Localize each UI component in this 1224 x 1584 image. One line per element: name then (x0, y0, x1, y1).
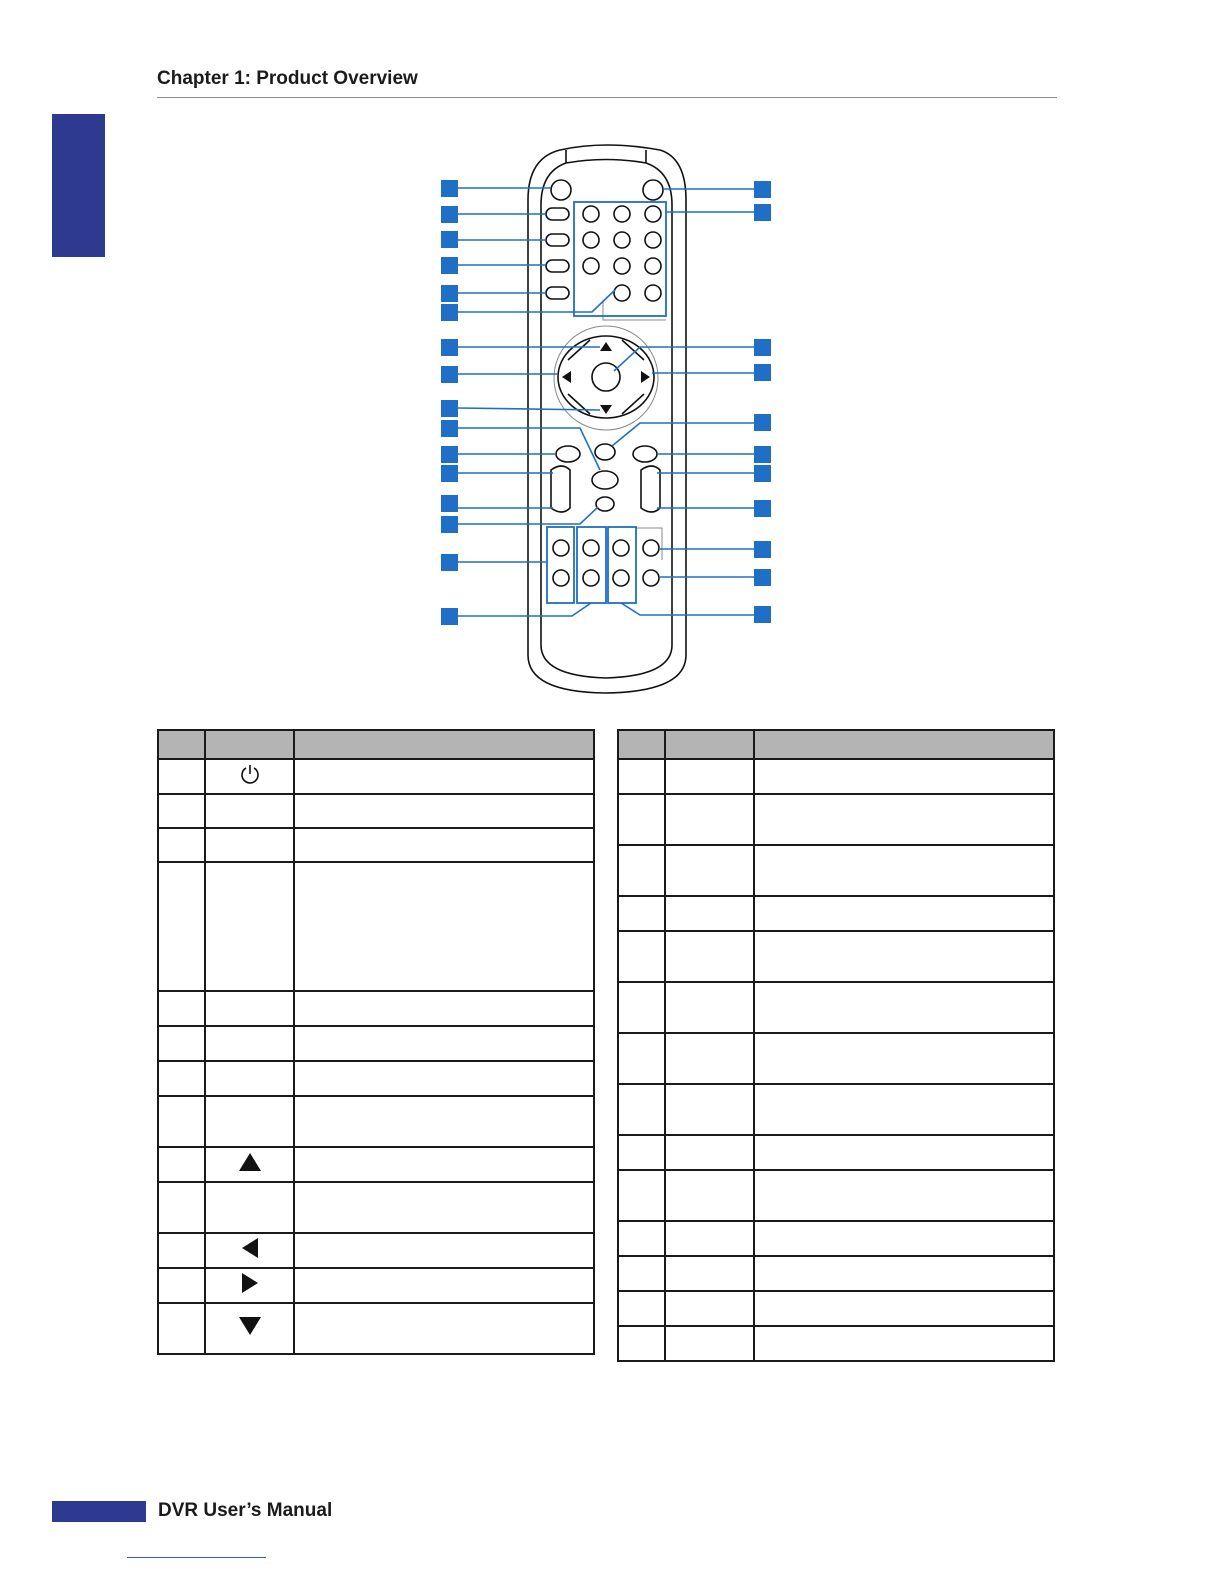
table-row (158, 794, 594, 828)
table-row (158, 1182, 594, 1233)
callout-marker (441, 257, 458, 274)
top-right-button (643, 180, 663, 200)
table-row (158, 1233, 594, 1268)
callout-marker (441, 554, 458, 571)
callout-marker (441, 206, 458, 223)
table-row (618, 794, 1054, 845)
table-row (618, 931, 1054, 982)
up-arrow-icon (205, 1147, 294, 1182)
remote-outline (528, 145, 686, 693)
table-row (618, 896, 1054, 931)
chapter-title: Chapter 1: Product Overview (157, 68, 418, 89)
callout-marker (441, 516, 458, 533)
callout-marker (754, 541, 771, 558)
callout-marker (754, 204, 771, 221)
table-row (618, 1170, 1054, 1221)
callout-marker (441, 285, 458, 302)
left-button-table (157, 729, 595, 1355)
callout-marker (441, 304, 458, 321)
table-row (158, 1147, 594, 1182)
callout-marker (441, 420, 458, 437)
footer-link-rule (127, 1557, 266, 1558)
callout-marker (754, 465, 771, 482)
table-row (158, 759, 594, 794)
remote-control-diagram (0, 0, 1224, 720)
power-button (551, 180, 571, 200)
table-row (158, 1303, 594, 1354)
table-row (618, 1291, 1054, 1326)
callout-marker (754, 339, 771, 356)
callout-marker (441, 446, 458, 463)
table-row (158, 862, 594, 991)
table-row (618, 1033, 1054, 1084)
table-row (158, 1061, 594, 1096)
numeric-keypad (583, 206, 661, 301)
footer-accent-bar (52, 1501, 146, 1522)
right-arrow-icon (205, 1268, 294, 1303)
table-row (618, 759, 1054, 794)
callout-marker (441, 366, 458, 383)
table-header-row (158, 730, 594, 759)
right-button-table (617, 729, 1055, 1362)
power-icon (205, 759, 294, 794)
table-row (158, 1026, 594, 1061)
table-row (618, 1084, 1054, 1135)
callout-marker (754, 446, 771, 463)
table-row (158, 828, 594, 862)
callout-marker (441, 180, 458, 197)
manual-title: DVR User’s Manual (158, 1500, 333, 1521)
callout-marker (754, 181, 771, 198)
callout-marker (441, 231, 458, 248)
table-row (618, 1221, 1054, 1256)
callout-marker (754, 606, 771, 623)
callout-marker (754, 500, 771, 517)
table-row (618, 1256, 1054, 1291)
callout-marker (754, 414, 771, 431)
left-arrow-icon (205, 1233, 294, 1268)
callout-marker (441, 495, 458, 512)
table-row (618, 982, 1054, 1033)
table-row (618, 845, 1054, 896)
table-row (618, 1135, 1054, 1170)
callout-marker (754, 364, 771, 381)
down-arrow-icon (205, 1303, 294, 1354)
table-row (158, 991, 594, 1026)
callout-marker (754, 569, 771, 586)
callout-marker (441, 400, 458, 417)
table-row (618, 1326, 1054, 1361)
callout-marker (441, 339, 458, 356)
callout-marker (441, 608, 458, 625)
table-header-row (618, 730, 1054, 759)
table-row (158, 1268, 594, 1303)
callout-marker (441, 465, 458, 482)
table-row (158, 1096, 594, 1147)
